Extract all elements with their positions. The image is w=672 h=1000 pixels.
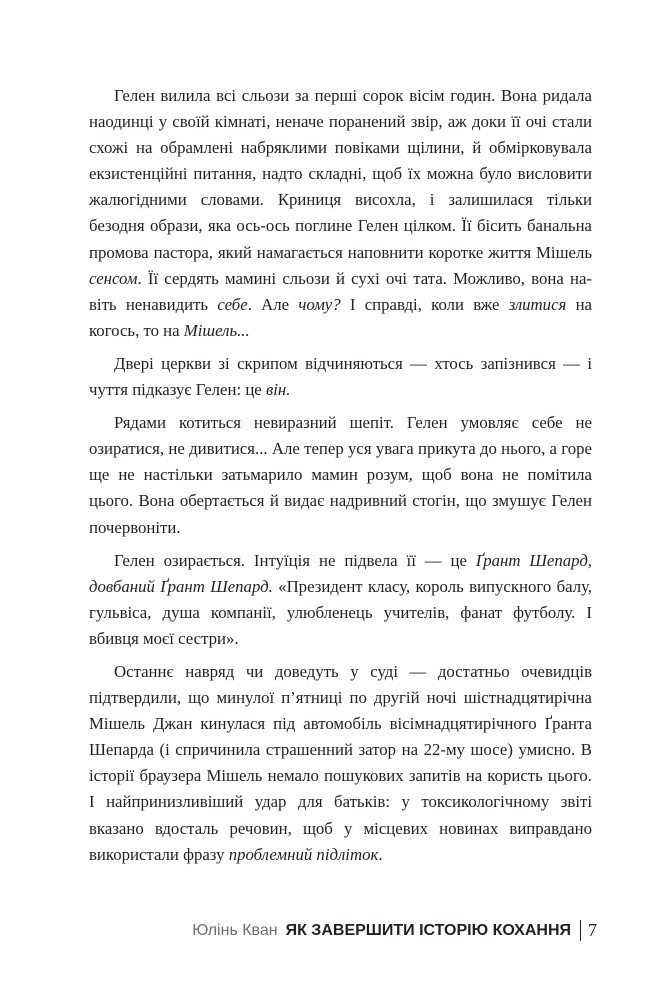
p1-text-5: на когось, то на — [89, 294, 593, 340]
paragraph-5 — [89, 659, 592, 868]
footer-author: Юлінь Кван — [192, 921, 278, 939]
p2-italic-1: він. — [265, 380, 291, 400]
p1-text-2: . Її сердять мамині сльози й сухі очі тата. Можливо, вона навіть ненавидить — [89, 268, 592, 314]
running-footer — [0, 920, 597, 941]
p5-italic-1: проблемний підліток — [228, 844, 379, 864]
footer-book-title: ЯК ЗАВЕРШИТИ ІСТОРІЮ КОХАННЯ — [285, 921, 571, 939]
p3-text-1: Рядами котиться невиразний шепіт. Гелен умовляє себе не озиратися, не дивитися... Але тепер уся увага прикута до нього, а горе ще не настільки затьмарило мамин розум, щоб вона не помітила цього. Вона обертається й видає надривний стогін, що змушує Гелен почервоніти. — [89, 413, 592, 537]
page-body-text — [89, 83, 592, 868]
p4-italic-1: Ґрант Шепард, довбаний Ґрант Шепард. — [89, 550, 593, 596]
paragraph-4 — [89, 548, 592, 652]
p1-text-1: Гелен вилила всі сльози за перші сорок вісім годин. Вона ридала наодинці у своїй кімнаті, неначе поранений звір, аж доки її очі стали схожі на обрамлені набряклими повіками щілини, й обмірковувала екзистенційні питання, надто складні, щоб їх можна було висловити жалюгідними словами. Криниця висохла, і залишилася тільки безодня образи, яка ось-ось поглине Гелен цілком. Її бісить банальна промова пастора, який намагається наповнити коротке життя Мішель — [89, 86, 592, 262]
p1-italic-4: злитися — [508, 294, 567, 314]
p1-italic-2: себе — [217, 294, 248, 314]
p5-text-1: Останнє навряд чи доведуть у суді — достатньо очевидців підтвердили, що минулої п’ятниці по другій ночі шістнадцятирічна Мішель Джан кинулася під автомобіль вісімнадцятирічного Ґранта Шепарда (і спричинила страшенний затор на 22-му шосе) умисно. В історії браузера Мішель немало пошукових запитів на користь цього. І найпринизливіший удар для батьків: у токсикологічному звіті вказано вдосталь речовин, щоб у місцевих новинах виправдано використали фразу — [89, 661, 592, 864]
p4-text-2: «Президент класу, король випускного балу, гульвіса, душа компанії, улюбленець учителів, фанат футболу. І вбивця моєї сестри». — [89, 576, 593, 648]
p4-text-1: Гелен озирається. Інтуїція не підвела її — це — [114, 550, 476, 570]
p1-text-4: І справді, коли вже — [340, 294, 509, 314]
p2-text-1: Двері церкви зі скрипом відчиняються — хтось запізнився — і чуття підказує Гелен: це — [89, 353, 592, 400]
p1-text-3: . Але — [247, 294, 299, 314]
paragraph-1 — [89, 83, 592, 344]
p1-italic-1: сенсом — [89, 268, 138, 288]
p5-text-2: . — [378, 844, 383, 864]
paragraph-2 — [89, 351, 592, 403]
footer-page-number: 7 — [588, 920, 597, 940]
p1-italic-3: чому? — [298, 294, 341, 314]
paragraph-3 — [89, 410, 592, 540]
p1-italic-5: Мішель... — [183, 320, 250, 340]
footer-divider — [580, 920, 581, 941]
